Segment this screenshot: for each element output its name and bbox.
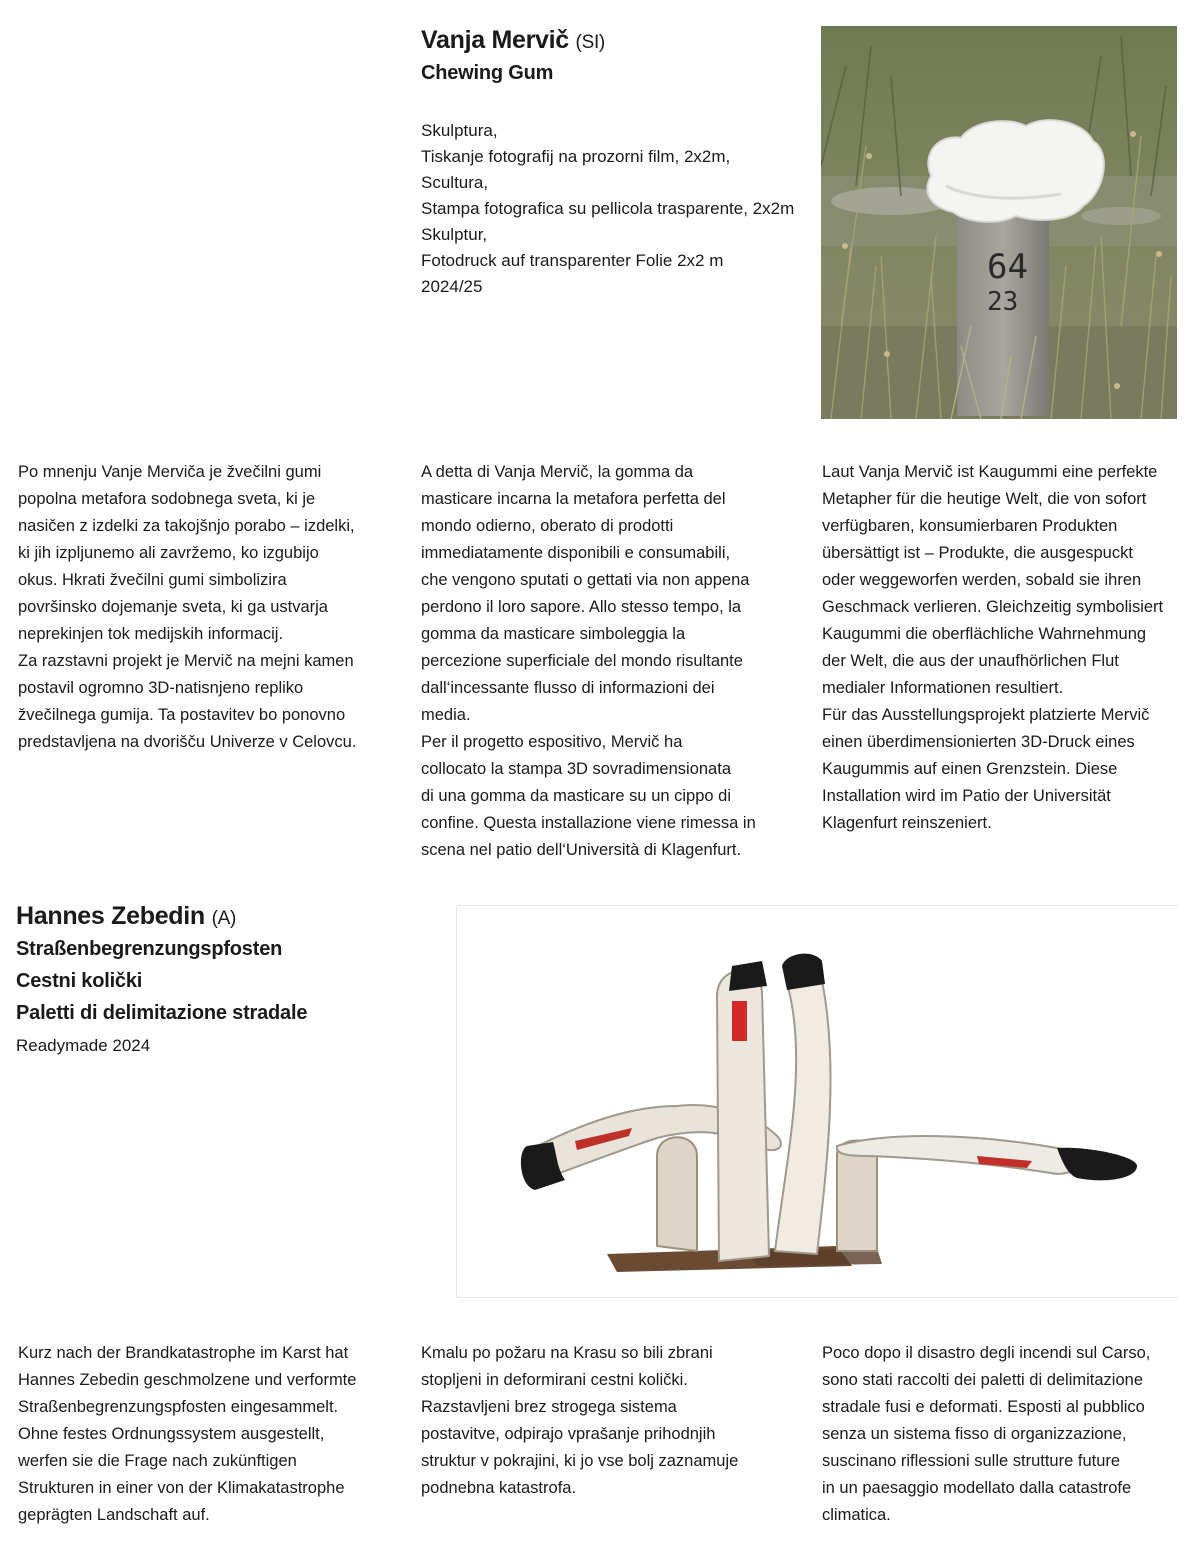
text-line: nasičen z izdelki za takojšnjo porabo – izdelki, — [18, 517, 355, 535]
detail-line: Stampa fotografica su pellicola trasparente, 2x2m — [421, 199, 795, 218]
chewing-gum-photo — [821, 26, 1177, 419]
artwork-title: Chewing Gum — [421, 62, 554, 84]
artwork-title: Paletti di delimitazione stradale — [16, 1002, 308, 1024]
text-line: stradale fusi e deformati. Esposti al pubblico — [822, 1398, 1145, 1416]
text-line: Strukturen in einer von der Klimakatastrophe — [18, 1479, 345, 1497]
text-line: Installation wird im Patio der Universität — [822, 787, 1111, 805]
text-line: scena nel patio dell‘Università di Klagenfurt. — [421, 841, 742, 859]
text-line: Ohne festes Ordnungssystem ausgestellt, — [18, 1425, 325, 1443]
text-line: Per il progetto espositivo, Mervič ha — [421, 733, 683, 751]
artist-origin: (A) — [211, 908, 236, 929]
text-line: di una gomma da masticare su un cippo di — [421, 787, 732, 805]
artwork2-text-de — [18, 1340, 356, 1529]
text-line: predstavljena na dvorišču Univerze v Celovcu. — [18, 733, 357, 751]
text-line: Hannes Zebedin geschmolzene und verformte — [18, 1371, 357, 1389]
text-line: struktur v pokrajini, ki jo vse bolj zaznamuje — [421, 1452, 739, 1470]
text-line: geprägten Landschaft auf. — [18, 1506, 210, 1524]
text-line: Straßenbegrenzungspfosten eingesammelt. — [18, 1398, 339, 1416]
text-line: masticare incarna la metafora perfetta del — [421, 490, 726, 508]
artwork1-text-de — [822, 459, 1163, 837]
artwork2-header — [16, 902, 307, 1059]
text-line: climatica. — [822, 1506, 891, 1524]
text-line: Kmalu po požaru na Krasu so bili zbrani — [421, 1344, 713, 1362]
text-line: mondo odierno, oberato di prodotti — [421, 517, 674, 535]
artist-name: Vanja Mervič (SI) — [421, 26, 605, 54]
text-line: Für das Ausstellungsprojekt platzierte Mervič — [822, 706, 1150, 724]
stone-number-bottom: 23 — [987, 287, 1019, 317]
text-line: percezione superficiale del mondo risultante — [421, 652, 743, 670]
artwork-title: Straßenbegrenzungspfosten — [16, 938, 283, 960]
text-line: Laut Vanja Mervič ist Kaugummi eine perfekte — [822, 463, 1158, 481]
artwork1-text-sl — [18, 459, 356, 756]
text-line: sono stati raccolti dei paletti di delimitazione — [822, 1371, 1144, 1389]
text-line: Geschmack verlieren. Gleichzeitig symbolisiert — [822, 598, 1164, 616]
text-line: Za razstavni projekt je Mervič na mejni kamen — [18, 652, 354, 670]
text-line: neprekinjen tok medijskih informacij. — [18, 625, 284, 643]
detail-line: Fotodruck auf transparenter Folie 2x2 m — [421, 251, 724, 270]
text-line: immediatamente disponibili e consumabili, — [421, 544, 731, 562]
detail-line: Skulptur, — [421, 225, 488, 244]
text-line: oder weggeworfen werden, sobald sie ihren — [822, 571, 1142, 589]
artist-origin: (SI) — [575, 32, 605, 53]
artwork-title: Cestni količki — [16, 970, 143, 992]
text-line: Kaugummis auf einen Grenzstein. Diese — [822, 760, 1118, 778]
text-line: che vengono sputati o gettati via non appena — [421, 571, 750, 589]
artwork-details: Readymade 2024 — [16, 1036, 151, 1055]
text-line: stopljeni in deformirani cestni količki. — [421, 1371, 688, 1389]
text-line: werfen sie die Frage nach zukünftigen — [18, 1452, 297, 1470]
text-line: Poco dopo il disastro degli incendi sul Carso, — [822, 1344, 1151, 1362]
detail-line: Scultura, — [421, 173, 489, 192]
artwork1-header — [421, 26, 605, 89]
text-line: Klagenfurt reinszeniert. — [822, 814, 992, 832]
stone-number-top: 64 — [987, 247, 1028, 287]
text-line: medialer Informationen resultiert. — [822, 679, 1064, 697]
text-line: gomma da masticare simboleggia la — [421, 625, 686, 643]
text-line: žvečilnega gumija. Ta postavitev bo ponovno — [18, 706, 346, 724]
detail-line: Tiskanje fotografij na prozorni film, 2x2m, — [421, 147, 731, 166]
text-line: Razstavljeni brez strogega sistema — [421, 1398, 677, 1416]
text-line: Metapher für die heutige Welt, die von sofort — [822, 490, 1147, 508]
text-line: postavil ogromno 3D-natisnjeno repliko — [18, 679, 304, 697]
text-line: površinsko dojemanje sveta, ki ga ustvarja — [18, 598, 328, 616]
text-line: perdono il loro sapore. Allo stesso tempo, la — [421, 598, 742, 616]
text-line: Kaugummi die oberflächliche Wahrnehmung — [822, 625, 1147, 643]
text-line: in un paesaggio modellato dalla catastrofe — [822, 1479, 1132, 1497]
text-line: popolna metafora sodobnega sveta, ki je — [18, 490, 316, 508]
text-line: A detta di Vanja Mervič, la gomma da — [421, 463, 694, 481]
text-line: suscinano riflessioni sulle strutture future — [822, 1452, 1121, 1470]
text-line: media. — [421, 706, 471, 724]
artist-name: Hannes Zebedin (A) — [16, 902, 236, 930]
text-line: übersättigt ist – Produkte, die ausgespuckt — [822, 544, 1133, 562]
text-line: podnebna katastrofa. — [421, 1479, 577, 1497]
text-line: einen überdimensionierten 3D-Druck eines — [822, 733, 1135, 751]
text-line: Kurz nach der Brandkatastrophe im Karst hat — [18, 1344, 349, 1362]
artwork1-details — [421, 118, 794, 300]
detail-line: Skulptura, — [421, 121, 498, 140]
text-line: senza un sistema fisso di organizzazione, — [822, 1425, 1127, 1443]
road-posts-photo — [456, 905, 1178, 1298]
text-line: der Welt, die aus der unaufhörlichen Flut — [822, 652, 1119, 670]
detail-line: 2024/25 — [421, 277, 483, 296]
text-line: ki jih izpljunemo ali zavržemo, ko izgubijo — [18, 544, 319, 562]
text-line: verfügbaren, konsumierbaren Produkten — [822, 517, 1118, 535]
text-line: dall‘incessante flusso di informazioni dei — [421, 679, 715, 697]
text-line: postavitve, odpirajo vprašanje prihodnjih — [421, 1425, 716, 1443]
text-line: confine. Questa installazione viene rimessa in — [421, 814, 756, 832]
text-line: collocato la stampa 3D sovradimensionata — [421, 760, 731, 778]
text-line: Po mnenju Vanje Merviča je žvečilni gumi — [18, 463, 322, 481]
artwork1-text-it — [421, 459, 756, 864]
artwork2-text-sl — [421, 1340, 738, 1502]
artwork2-text-it — [822, 1340, 1150, 1529]
text-line: okus. Hkrati žvečilni gumi simbolizira — [18, 571, 287, 589]
